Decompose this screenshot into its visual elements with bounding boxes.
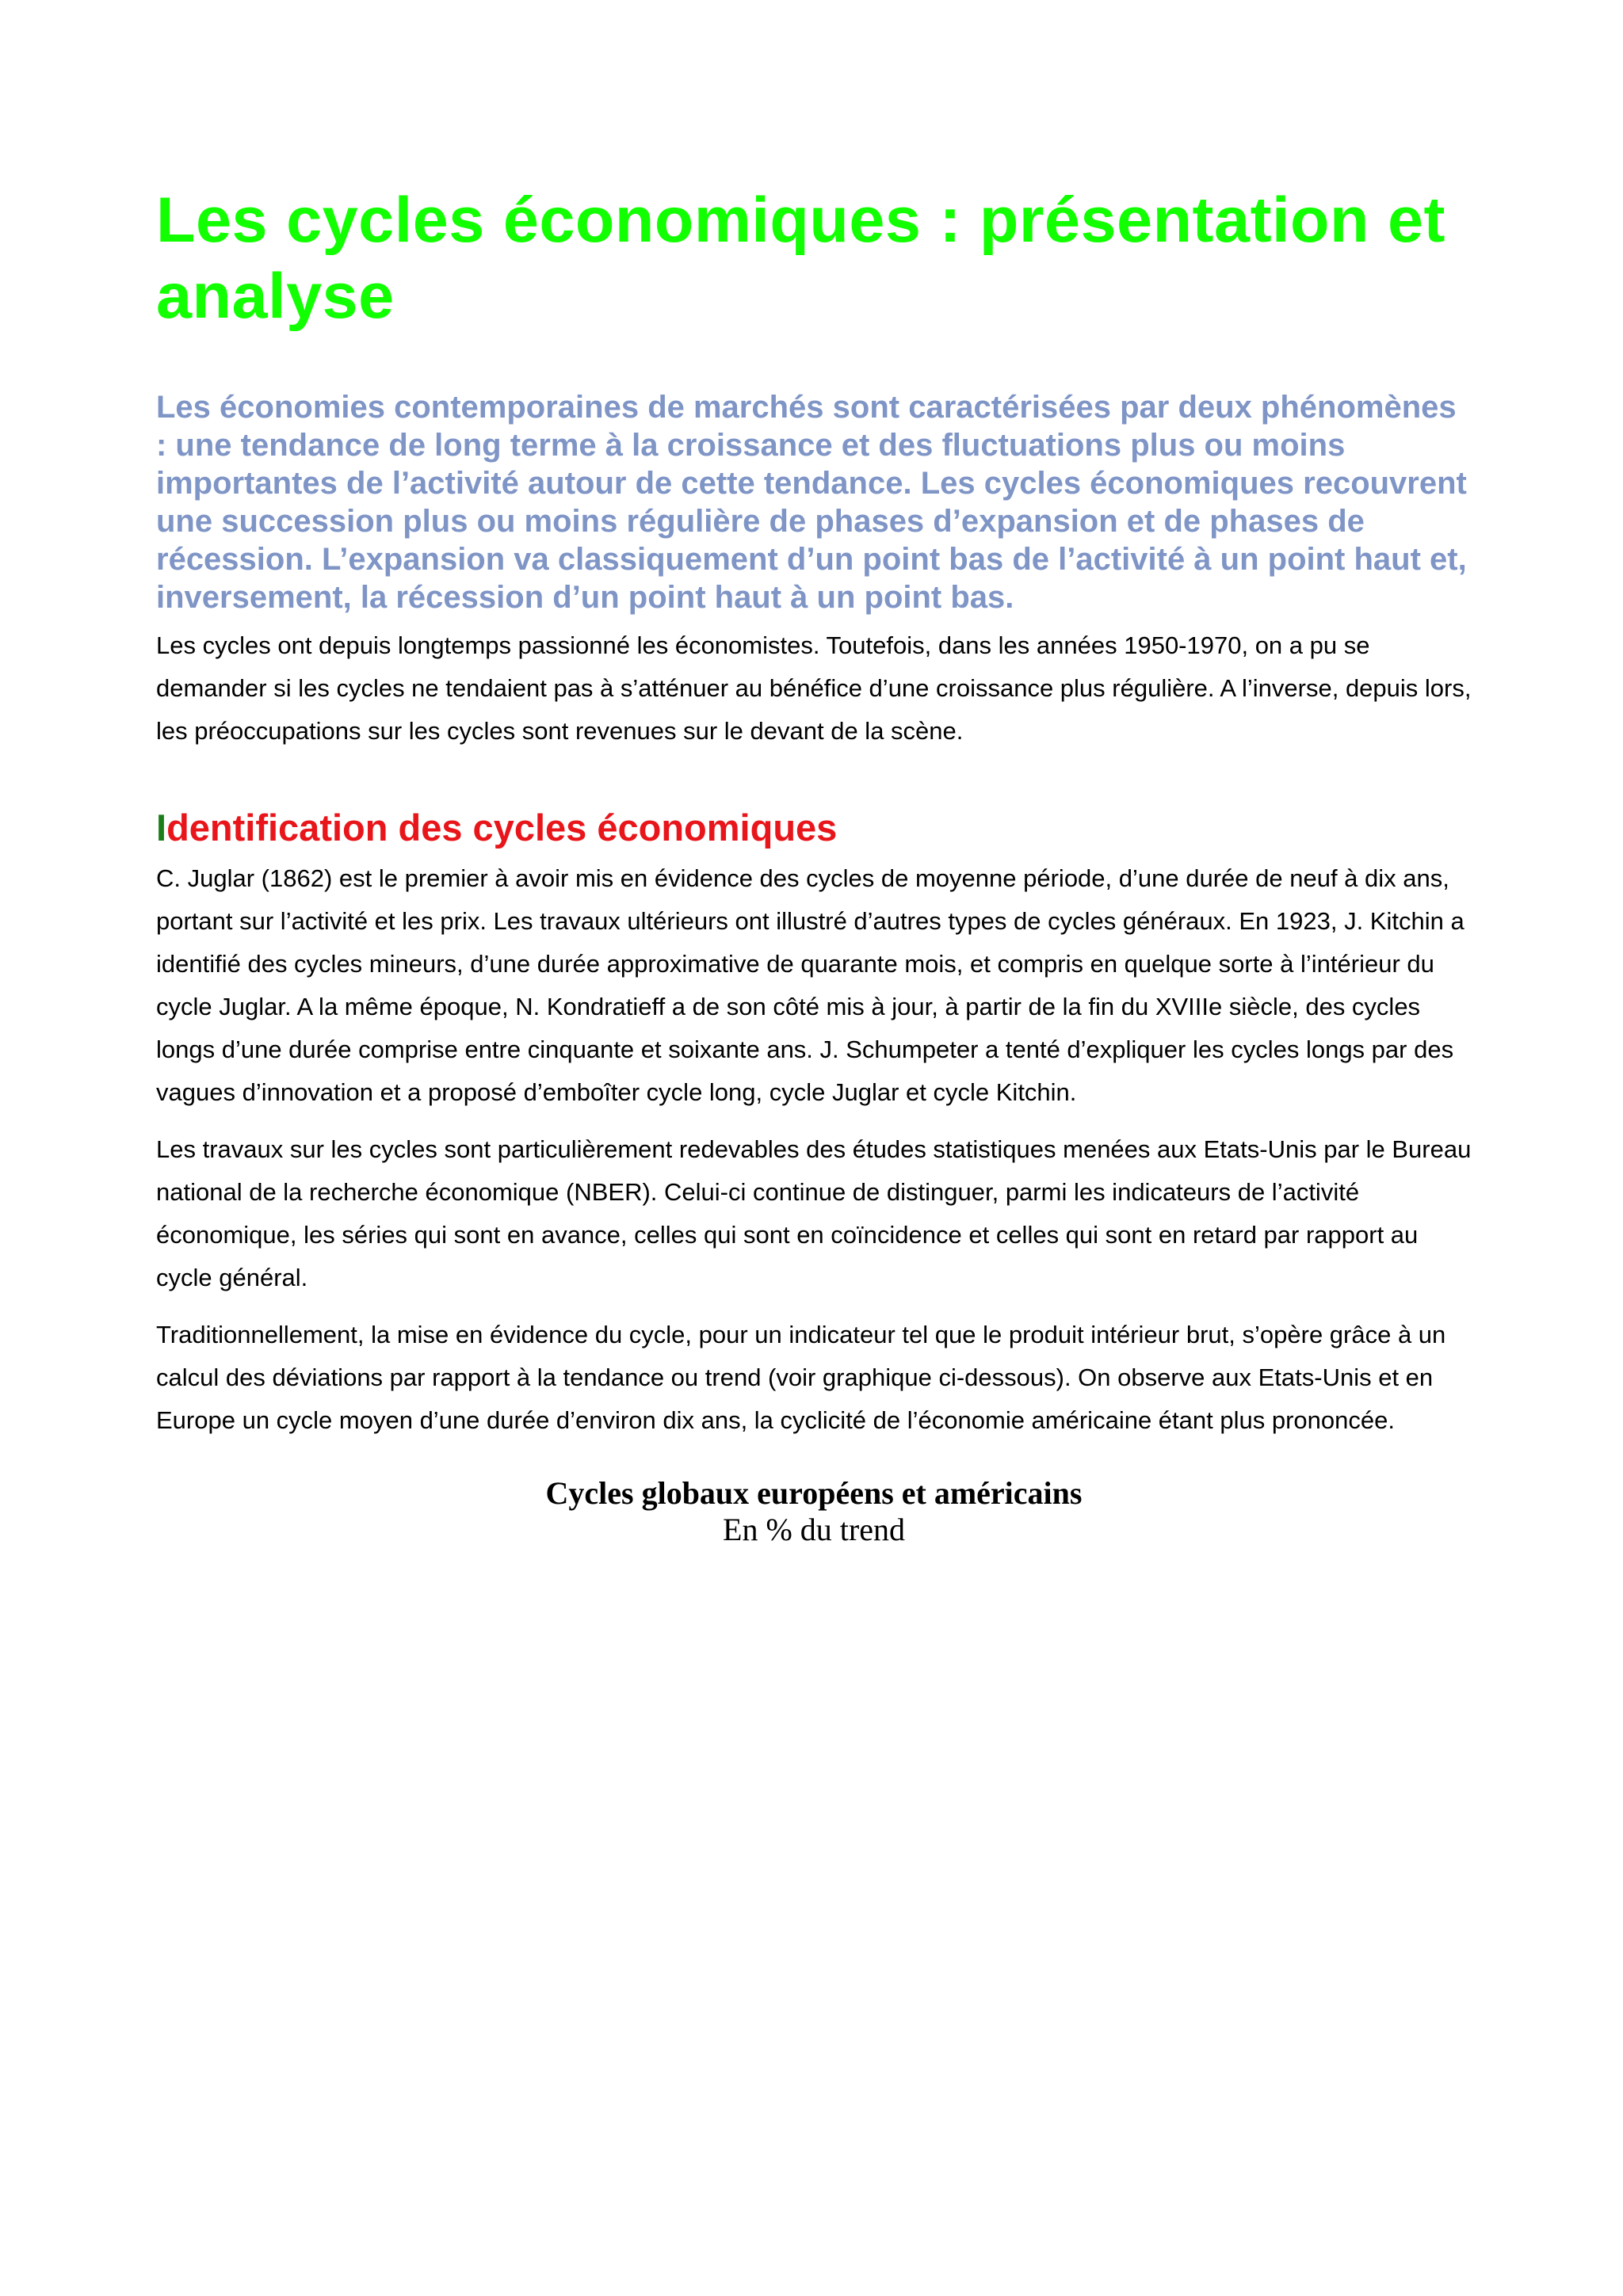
document-page bbox=[156, 182, 1472, 1548]
intro-paragraph: Les cycles ont depuis longtemps passionné les économistes. Toutefois, dans les années 1950-1970, on a pu se demander si les cycles ne tendaient pas à s’atténuer au bénéfice d’une croissance plus régulière. A l’inverse, depuis lors, les préoccupations sur les cycles sont revenues sur le devant de la scène. bbox=[156, 631, 1472, 745]
section-paragraph: Traditionnellement, la mise en évidence du cycle, pour un indicateur tel que le produit intérieur brut, s’opère grâce à un calcul des déviations par rapport à la tendance ou trend (voir graphique ci-dessous). On observe aux Etats-Unis et en Europe un cycle moyen d’une durée d’environ dix ans, la cyclicité de l’économie américaine étant plus prononcée. bbox=[156, 1321, 1446, 1434]
figure-caption bbox=[156, 1475, 1472, 1548]
section-paragraph: C. Juglar (1862) est le premier à avoir mis en évidence des cycles de moyenne période, d’une durée de neuf à dix ans, portant sur l’activité et les prix. Les travaux ultérieurs ont illustré d’autres types de cycles généraux. En 1923, J. Kitchin a identifié des cycles mineurs, d’une durée approximative de quarante mois, et compris en quelque sorte à l’intérieur du cycle Juglar. A la même époque, N. Kondratieff a de son côté mis à jour, à partir de la fin du XVIIIe siècle, des cycles longs d’une durée comprise entre cinquante et soixante ans. J. Schumpeter a tenté d’expliquer les cycles longs par des vagues d’innovation et a proposé d’emboîter cycle long, cycle Juglar et cycle Kitchin. bbox=[156, 864, 1465, 1106]
section-paragraph: Les travaux sur les cycles sont particulièrement redevables des études statistiques menées aux Etats-Unis par le Bureau national de la recherche économique (NBER). Celui-ci continue de distinguer, parmi les indicateurs de l’activité économique, les séries qui sont en avance, celles qui sont en coïncidence et celles qui sont en retard par rapport au cycle général. bbox=[156, 1135, 1472, 1291]
figure-subtitle: En % du trend bbox=[723, 1512, 905, 1547]
section-heading-initial: I bbox=[156, 807, 167, 849]
figure-title: Cycles globaux européens et américains bbox=[545, 1475, 1083, 1511]
page-title: Les cycles économiques : présentation et analyse bbox=[156, 185, 1446, 332]
section-heading-text: dentification des cycles économiques bbox=[166, 807, 838, 849]
lead-paragraph: Les économies contemporaines de marchés sont caractérisées par deux phénomènes : une tendance de long terme à la croissance et des fluctuations plus ou moins importantes de l’activité autour de cette tendance. Les cycles économiques recouvrent une succession plus ou moins régulière de phases d’expansion et de phases de récession. L’expansion va classiquement d’un point bas de l’activité à un point haut et, inversement, la récession d’un point haut à un point bas. bbox=[156, 390, 1467, 615]
section-heading bbox=[156, 802, 1472, 854]
